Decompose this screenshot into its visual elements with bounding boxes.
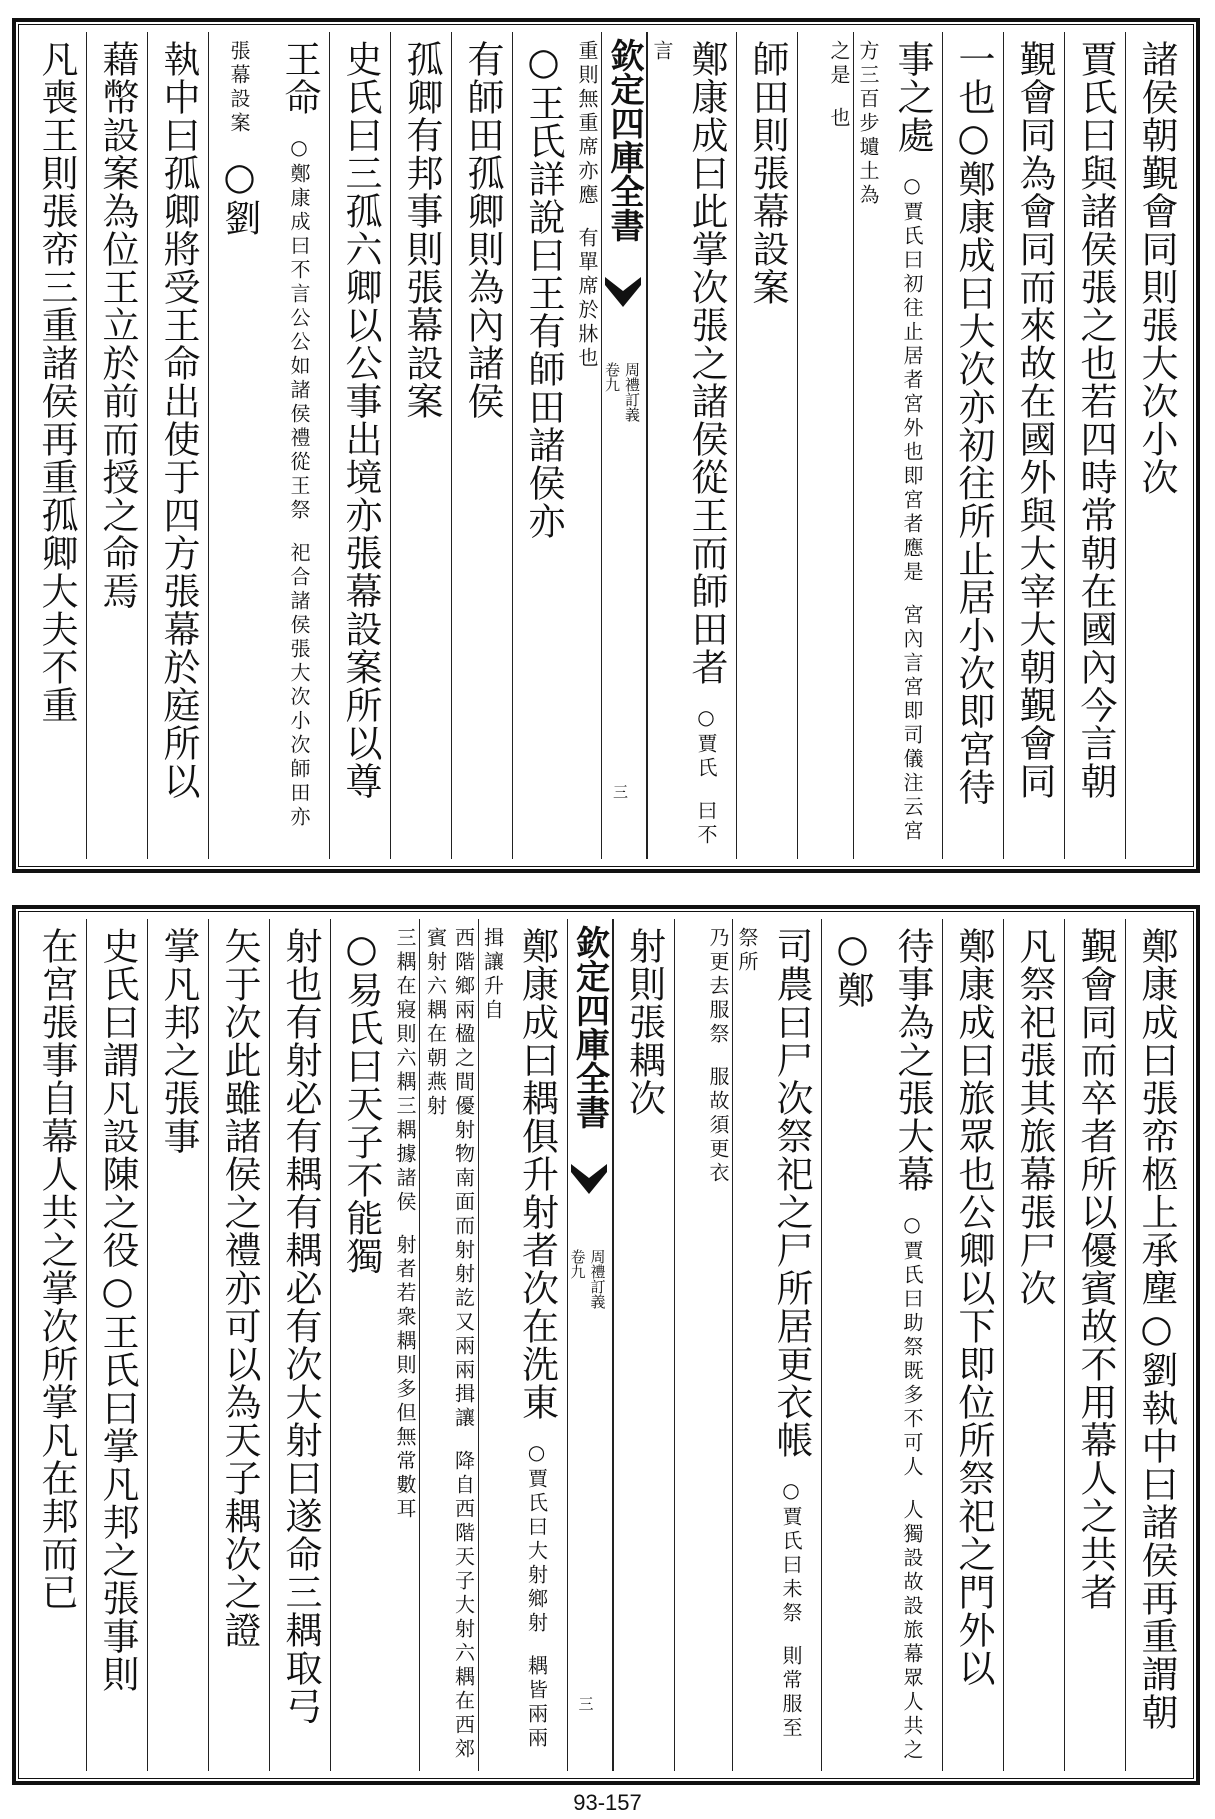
text-column [797, 32, 853, 859]
main-text: ○鄭 [831, 927, 874, 1009]
main-text: 司農曰尸次祭祀之尸所居更衣帳 [770, 927, 813, 1459]
annotation-line: 服故須更衣 [706, 1066, 730, 1186]
text-column [419, 919, 478, 1771]
text-column [269, 919, 330, 1771]
main-text: 鄭康成曰張帟柩上承塵○劉執中曰諸侯再重謂朝 [1135, 927, 1178, 1731]
book-title: 欽定四庫全書 [569, 925, 610, 1129]
text-column [1064, 32, 1125, 859]
main-text: 凡喪王則張帟三重諸侯再重孤卿大夫不重 [35, 40, 78, 724]
annotation-line: 宮內言宮即司儀注云宮方三百步壝土為 [856, 40, 924, 844]
text-column [26, 919, 86, 1771]
annotation-line: 人獨設故設旅幕眾人共之 [900, 1499, 924, 1763]
annotation-line: 也 [827, 107, 851, 131]
text-column [674, 919, 733, 1771]
annotation-line: ○賈氏曰未祭 [779, 1478, 803, 1626]
main-text: 矢于次此雖諸侯之禮亦可以為天子耦次之證 [218, 927, 261, 1649]
top-page [12, 18, 1200, 873]
main-text: 覲會同為會同而來故在國外與大宰大朝覲會同 [1013, 40, 1056, 800]
annotation-line: 祀合諸侯張大次小次師田亦張幕設案 [227, 40, 311, 830]
annotation-line: ○鄭康成曰不言公公如諸侯禮從王祭 [287, 135, 311, 523]
annotation-line: 三耦在寢則六耦三耦據諸侯 [393, 927, 417, 1215]
text-column [613, 919, 674, 1771]
volume-label: 周禮訂義 卷九 [568, 1249, 607, 1309]
text-column [451, 32, 512, 859]
main-text: 凡祭祀張其旅幕張尸次 [1013, 927, 1056, 1307]
text-column [1064, 919, 1125, 1771]
main-text: 射也有射必有耦有耦必有次大射曰遂命三耦取弓 [279, 927, 322, 1725]
annotation-line: 曰不言 [650, 40, 718, 848]
text-column [1125, 32, 1186, 859]
text-column [853, 32, 942, 859]
text-column [390, 32, 451, 859]
annotation-line: 射者若衆耦則多但無常數耳 [393, 1234, 417, 1522]
main-text: 史氏曰謂凡設陳之役○王氏曰掌凡邦之張事則 [96, 927, 139, 1693]
annotation-line: 降自西階天子大射六耦在西郊賓射六耦在朝燕射 [423, 927, 476, 1762]
center-fold [567, 919, 613, 1771]
annotation-line: 有單席於牀也 [575, 227, 599, 371]
annotation-line: ○賈氏曰助祭既多不可人 [900, 1212, 924, 1480]
bottom-page [12, 905, 1200, 1785]
text-column [512, 32, 601, 859]
text-column [736, 32, 797, 859]
main-text: 掌凡邦之張事 [157, 927, 200, 1155]
page-number-mark: 三 [611, 784, 629, 799]
text-column [147, 32, 208, 859]
annotation-line: 之是 [827, 40, 851, 88]
main-text: 賈氏曰與諸侯張之也若四時常朝在國內今言朝 [1074, 40, 1117, 800]
annotation-line: 耦皆兩兩揖讓升自 [480, 927, 549, 1751]
text-column [821, 919, 942, 1771]
text-column [208, 32, 329, 859]
fish-tail-mark-icon [571, 1164, 607, 1194]
main-text: 在宮張事自幕人共之掌次所掌凡在邦而已 [35, 927, 78, 1611]
text-column [330, 919, 419, 1771]
annotation-line: ○賈氏曰大射鄉射 [524, 1440, 549, 1636]
main-text: 待事為之張大幕 [891, 927, 934, 1193]
page-number-mark: 三 [576, 1696, 595, 1711]
main-text: ○劉 [218, 155, 261, 237]
text-column [147, 919, 208, 1771]
book-title: 欽定四庫全書 [604, 38, 644, 242]
main-text: 覲會同而卒者所以優賓故不用幕人之共者 [1074, 927, 1117, 1611]
main-text: 射則張耦次 [622, 927, 666, 1117]
annotation-line: ○賈氏 [694, 705, 718, 781]
text-column [942, 919, 1003, 1771]
text-column [86, 32, 147, 859]
main-text: 鄭康成曰耦俱升射者次在洗東 [515, 927, 559, 1421]
text-column [1125, 919, 1186, 1771]
text-column [1003, 919, 1064, 1771]
text-column [26, 32, 86, 859]
text-column [942, 32, 1003, 859]
text-column [208, 919, 269, 1771]
text-column [478, 919, 567, 1771]
main-text: 鄭康成曰旅眾也公卿以下即位所祭祀之門外以 [952, 927, 995, 1687]
text-column [647, 32, 736, 859]
main-text: 藉幣設案為位王立於前而授之命焉 [96, 40, 139, 610]
scan-page-number: 93-157 [573, 1790, 642, 1815]
annotation-line: 重則無重席亦應 [575, 40, 599, 208]
annotation-line: 則常服至祭所 [735, 927, 803, 1741]
text-column [86, 919, 147, 1771]
main-text: 孤卿有邦事則張幕設案 [400, 40, 443, 420]
main-text: ○王氏詳說曰王有師田諸侯亦 [522, 40, 565, 540]
main-text: 執中曰孤卿將受王命出使于四方張幕於庭所以 [157, 40, 200, 800]
annotation-line: ○賈氏曰初往止居者宮外也即宮者應是 [900, 173, 924, 585]
text-column [1003, 32, 1064, 859]
volume-label: 周禮訂義 卷九 [603, 362, 641, 422]
main-text: 事之處 [891, 40, 934, 154]
main-text: 王命 [278, 40, 321, 116]
main-text: 鄭康成曰此掌次張之諸侯從王而師田者 [685, 40, 728, 686]
main-text: 師田則張幕設案 [746, 40, 789, 306]
main-text: 史氏曰三孤六卿以公事出境亦張幕設案所以尊 [339, 40, 382, 800]
main-text: 一也○鄭康成曰大次亦初往所止居小次即宮待 [952, 40, 995, 806]
annotation-line: 西階鄉兩楹之間優射物南面而射射訖又兩兩揖讓 [451, 927, 476, 1431]
main-text: ○易氏曰天子不能獨 [340, 927, 383, 1275]
center-fold [601, 32, 647, 859]
fish-tail-mark-icon [605, 277, 641, 307]
text-column [329, 32, 390, 859]
main-text: 有師田孤卿則為內諸侯 [461, 40, 504, 420]
main-text: 諸侯朝覲會同則張大次小次 [1135, 40, 1178, 496]
text-column [732, 919, 821, 1771]
annotation-line: 乃更去服祭 [706, 927, 730, 1047]
